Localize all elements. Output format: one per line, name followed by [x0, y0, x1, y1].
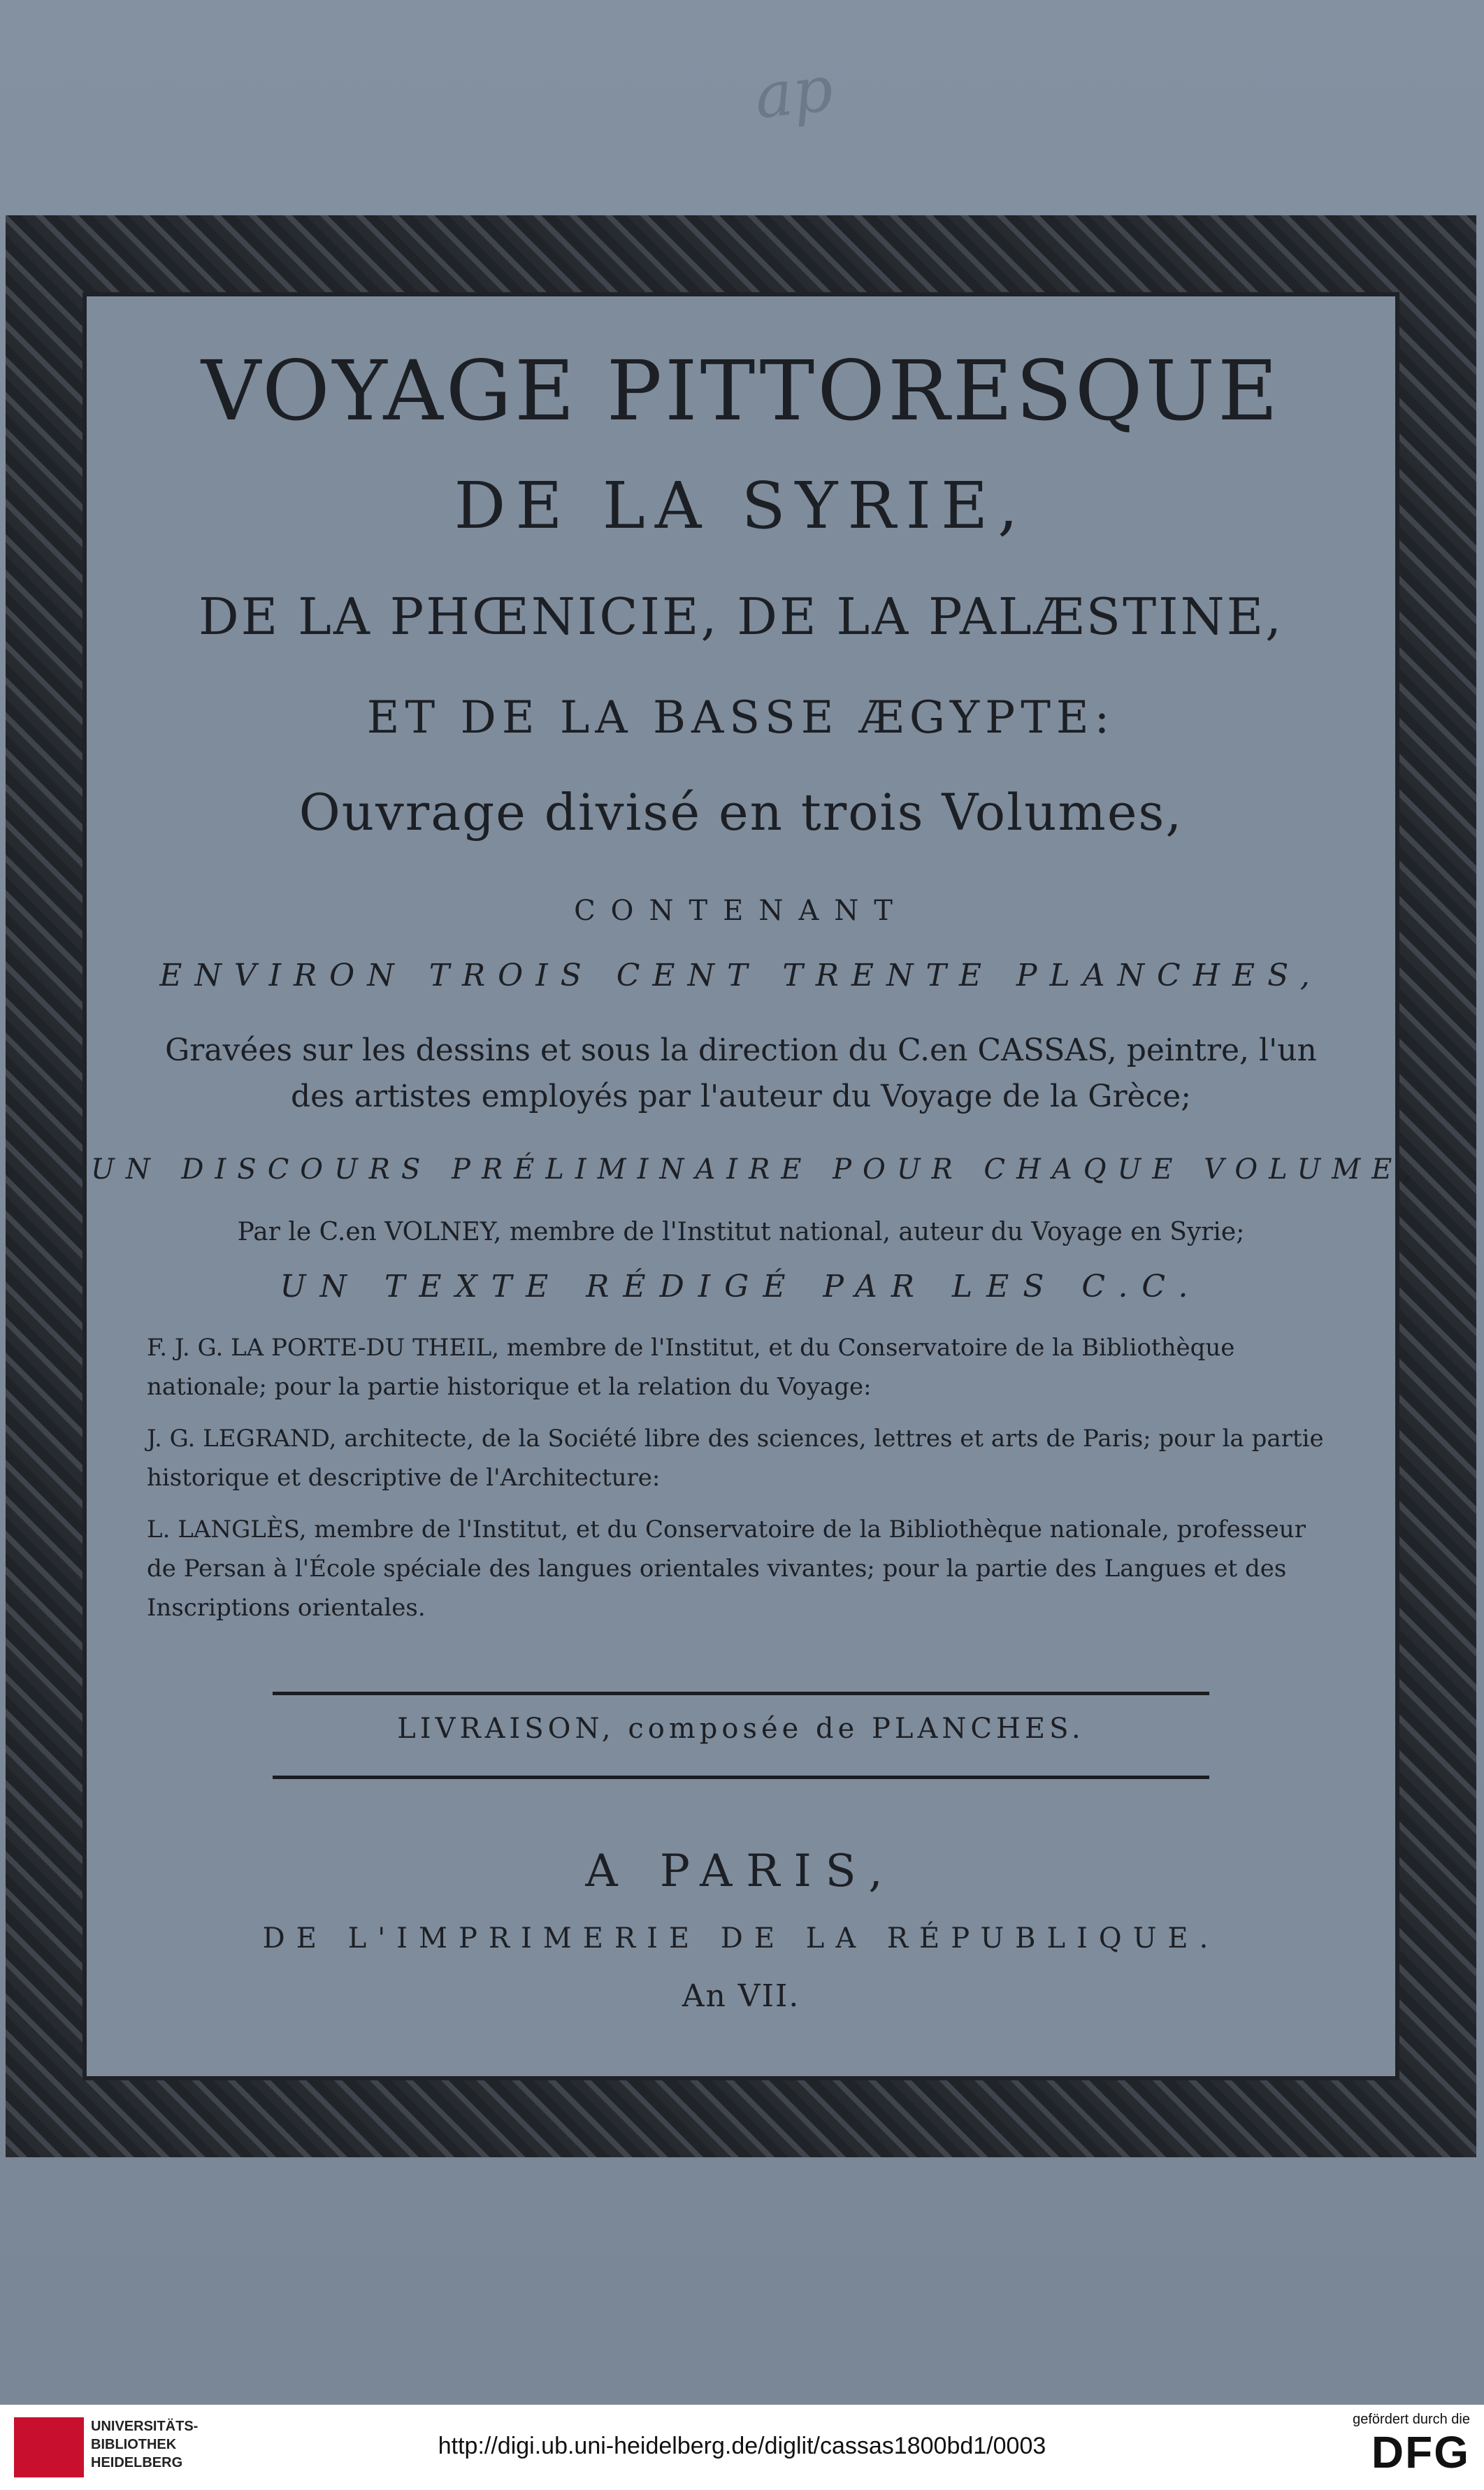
imprint-year: An VII.: [682, 1978, 800, 2014]
sponsor-label: gefördert durch die: [1353, 2412, 1470, 2427]
title-page-content: [91, 301, 1424, 2076]
texte-heading: UN TEXTE RÉDIGÉ PAR LES C.C.: [280, 1269, 1202, 1304]
imprint-city: A PARIS,: [585, 1845, 897, 1897]
volney-paragraph: Par le C.en VOLNEY, membre de l'Institut national, auteur du Voyage en Syrie;: [237, 1218, 1245, 1246]
library-name: UNIVERSITÄTS- BIBLIOTHEK HEIDELBERG: [91, 2419, 199, 2470]
handwritten-note: ap: [751, 52, 837, 134]
title-line-3: DE LA PHŒNICIE, DE LA PALÆSTINE,: [198, 587, 1284, 646]
title-line-1: VOYAGE PITTORESQUE: [201, 343, 1281, 439]
legrand-paragraph: J. G. LEGRAND, architecte, de la Société libre des sciences, lettres et arts de Paris; pour la partie historique et descriptive de l'Architecture:: [147, 1425, 1324, 1492]
source-url[interactable]: http://digi.ub.uni-heidelberg.de/diglit/cassas1800bd1/0003: [438, 2433, 1046, 2459]
bottom-rule: [273, 1776, 1209, 1779]
sponsor-block: [1353, 2412, 1470, 2477]
contenant-heading: CONTENANT: [574, 895, 908, 927]
planches-heading: ENVIRON TROIS CENT TRENTE PLANCHES,: [159, 958, 1323, 993]
porte-du-theil-paragraph: F. J. G. LA PORTE-DU THEIL, membre de l'Institut, et du Conservatoire de la Bibliothèque nationale; pour la partie historique et la relation du Voyage:: [147, 1334, 1235, 1401]
title-line-4: ET DE LA BASSE ÆGYPTE:: [366, 692, 1116, 744]
langles-paragraph: L. LANGLÈS, membre de l'Institut, et du Conservatoire de la Bibliothèque nationale, professeur de Persan à l'École spéciale des langues orientales vivantes; pour la partie des Langues et des Inscriptions orientales.: [147, 1516, 1306, 1622]
discours-heading: UN DISCOURS PRÉLIMINAIRE POUR CHAQUE VOLUME,: [91, 1153, 1424, 1186]
title-line-2: DE LA SYRIE,: [454, 468, 1028, 543]
footer-bar: [0, 2405, 1484, 2490]
gravees-paragraph: Gravées sur les dessins et sous la direction du C.en CASSAS, peintre, l'un des artistes employés par l'auteur du Voyage de la Grèce;: [165, 1032, 1317, 1114]
dfg-logo: DFG: [1371, 2427, 1470, 2477]
title-line-5: Ouvrage divisé en trois Volumes,: [298, 783, 1183, 842]
top-rule: [273, 1692, 1209, 1695]
livraison-line: LIVRAISON, composée de PLANCHES.: [397, 1713, 1085, 1745]
imprint-press: DE L'IMPRIMERIE DE LA RÉPUBLIQUE.: [262, 1922, 1220, 1955]
